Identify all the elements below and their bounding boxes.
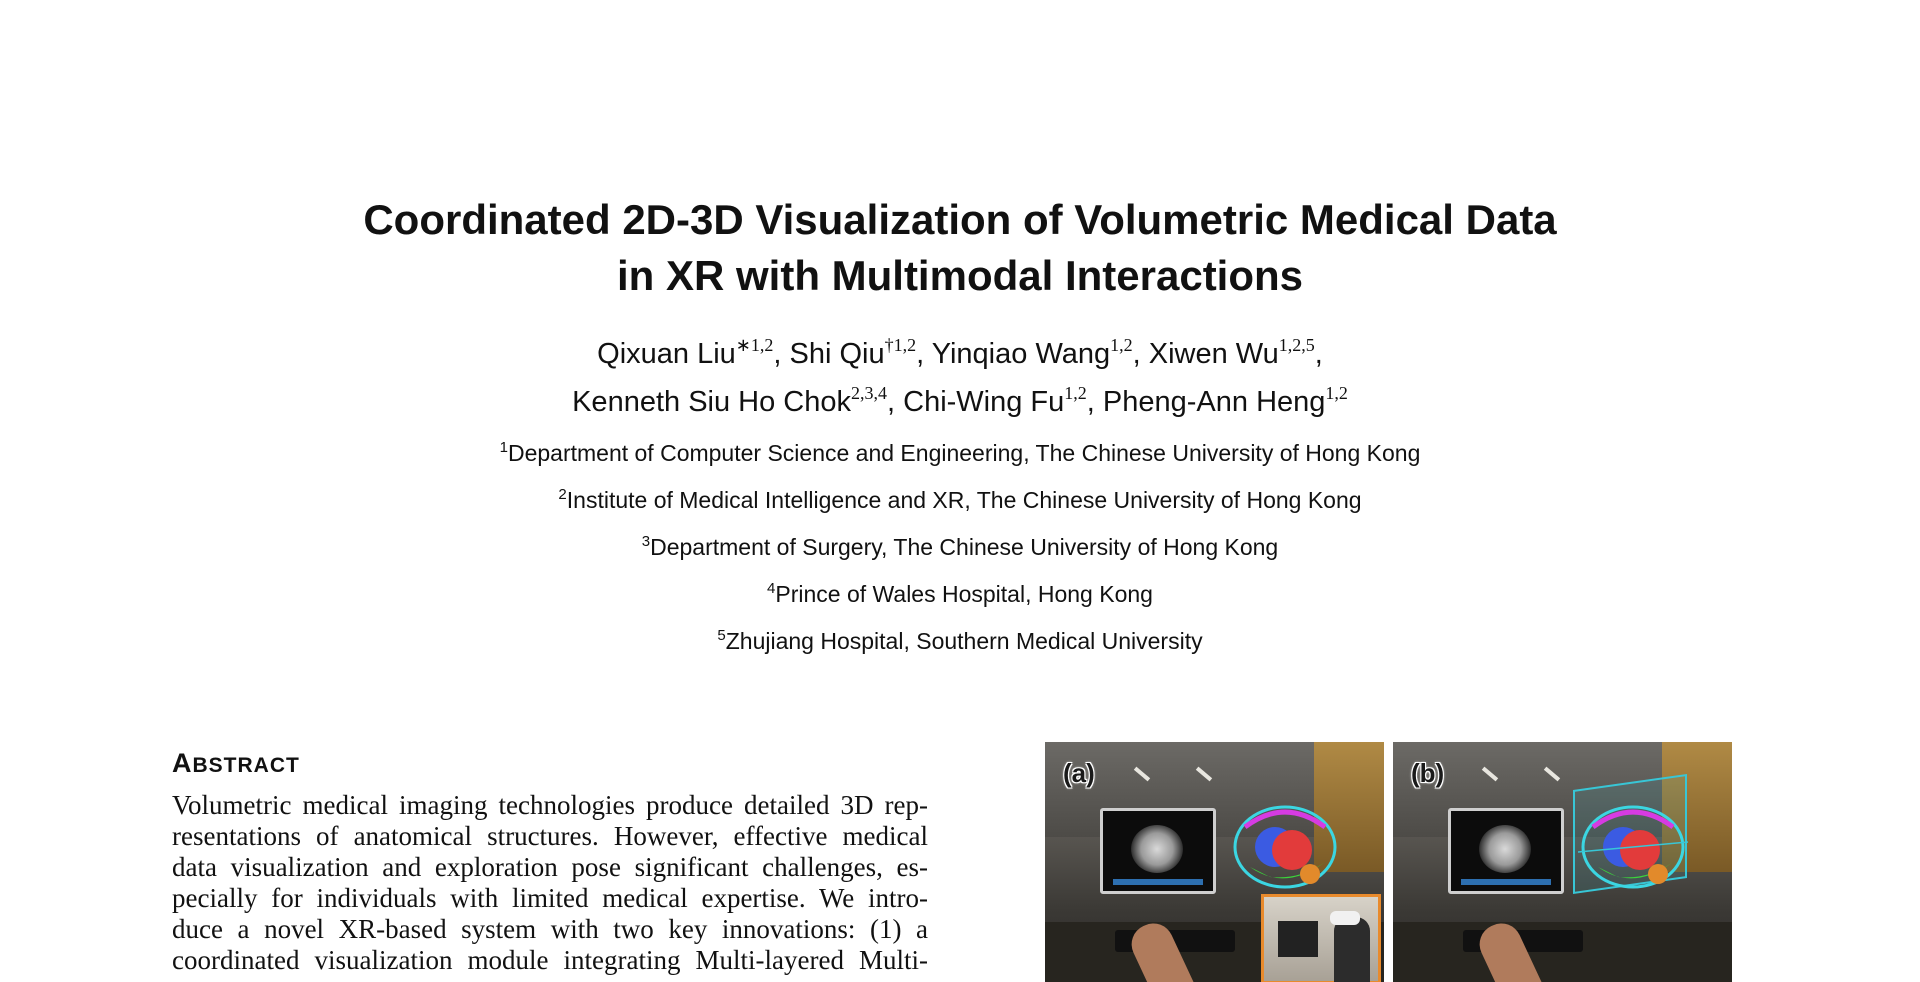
author-line-1: [0, 330, 1920, 378]
abstract-line: coordinated visualization module integrating Multi-layered Multi-: [172, 945, 928, 975]
author-list: [0, 330, 1920, 426]
affiliation-item: [0, 430, 1920, 477]
real-monitor: [1278, 921, 1318, 957]
figure-panel-a: [1045, 742, 1384, 982]
ct-slice-image: [1131, 825, 1183, 873]
title-line-1: Coordinated 2D-3D Visualization of Volumetric Medical Data: [363, 196, 1557, 243]
user-figure: [1334, 917, 1370, 982]
affiliation-item: [0, 571, 1920, 618]
affiliation-item: [0, 524, 1920, 571]
affiliation-number: 2: [558, 486, 567, 503]
author-name: Xiwen Wu: [1148, 338, 1279, 370]
panel-b-label: (b): [1411, 758, 1445, 788]
affiliation-text: Department of Surgery, The Chinese University of Hong Kong: [650, 534, 1279, 560]
virtual-slice-monitor: [1100, 808, 1216, 894]
affiliation-number: 3: [641, 533, 651, 550]
virtual-slice-monitor: [1448, 808, 1564, 894]
author-separator: ,: [887, 386, 904, 418]
author-separator: ,: [916, 338, 932, 370]
author-separator: ,: [1314, 338, 1323, 370]
affiliation-item: [0, 618, 1920, 665]
abstract-line: pecially for individuals with limited medical expertise. We intro-: [172, 883, 928, 913]
paper-title: [0, 192, 1920, 304]
organ-red: [1272, 830, 1312, 870]
author-name: Kenneth Siu Ho Chok: [572, 386, 851, 418]
author-affiliation-marker: ∗1,2: [735, 335, 774, 355]
organ-3d-model: [1230, 792, 1340, 902]
title-line-2: in XR with Multimodal Interactions: [616, 252, 1304, 299]
organ-3d-model: [1578, 792, 1688, 902]
affiliation-text: Department of Computer Science and Engineering, The Chinese University of Hong Kong: [507, 440, 1421, 466]
slice-slider-bar: [1113, 879, 1203, 885]
affiliation-number: 4: [767, 580, 776, 597]
slice-slider-bar: [1461, 879, 1551, 885]
author-line-2: [0, 378, 1920, 426]
author-affiliation-marker: 1,2: [1110, 335, 1133, 355]
organ-orange: [1648, 864, 1668, 884]
user-photo-inset: [1261, 894, 1381, 982]
author-affiliation-marker: †1,2: [884, 335, 917, 355]
xr-headset: [1330, 911, 1360, 925]
abstract-heading: [172, 748, 300, 779]
abstract-heading-initial: A: [172, 748, 193, 778]
affiliation-number: 1: [499, 439, 508, 456]
abstract-line: data visualization and exploration pose significant challenges, es-: [172, 852, 928, 882]
author-name: Shi Qiu: [789, 338, 885, 370]
organ-red: [1620, 830, 1660, 870]
panel-a-label: (a): [1063, 758, 1095, 788]
affiliation-number: 5: [717, 627, 726, 644]
author-separator: ,: [1086, 386, 1103, 418]
affiliation-text: Prince of Wales Hospital, Hong Kong: [775, 581, 1153, 607]
author-name: Chi-Wing Fu: [903, 386, 1065, 418]
figure-panel-b: [1393, 742, 1732, 982]
author-affiliation-marker: 2,3,4: [851, 383, 887, 403]
author-affiliation-marker: 1,2: [1325, 383, 1348, 403]
author-separator: ,: [773, 338, 790, 370]
abstract-text: [172, 790, 928, 976]
abstract-line: resentations of anatomical structures. However, effective medical: [172, 821, 928, 851]
author-affiliation-marker: 1,2,5: [1278, 335, 1315, 355]
abstract-line: Volumetric medical imaging technologies produce detailed 3D rep-: [172, 790, 928, 820]
abstract-line: duce a novel XR-based system with two key innovations: (1) a: [172, 914, 928, 944]
author-name: Yinqiao Wang: [931, 338, 1111, 370]
affiliation-item: [0, 477, 1920, 524]
abstract-heading-rest: BSTRACT: [192, 754, 300, 777]
ct-slice-image: [1479, 825, 1531, 873]
affiliation-list: [0, 430, 1920, 665]
author-name: Pheng-Ann Heng: [1102, 386, 1326, 418]
author-separator: ,: [1132, 338, 1149, 370]
author-name: Qixuan Liu: [597, 338, 736, 370]
organ-orange: [1300, 864, 1320, 884]
affiliation-text: Zhujiang Hospital, Southern Medical University: [725, 628, 1203, 654]
author-affiliation-marker: 1,2: [1064, 383, 1087, 403]
affiliation-text: Institute of Medical Intelligence and XR, The Chinese University of Hong Kong: [566, 487, 1362, 513]
